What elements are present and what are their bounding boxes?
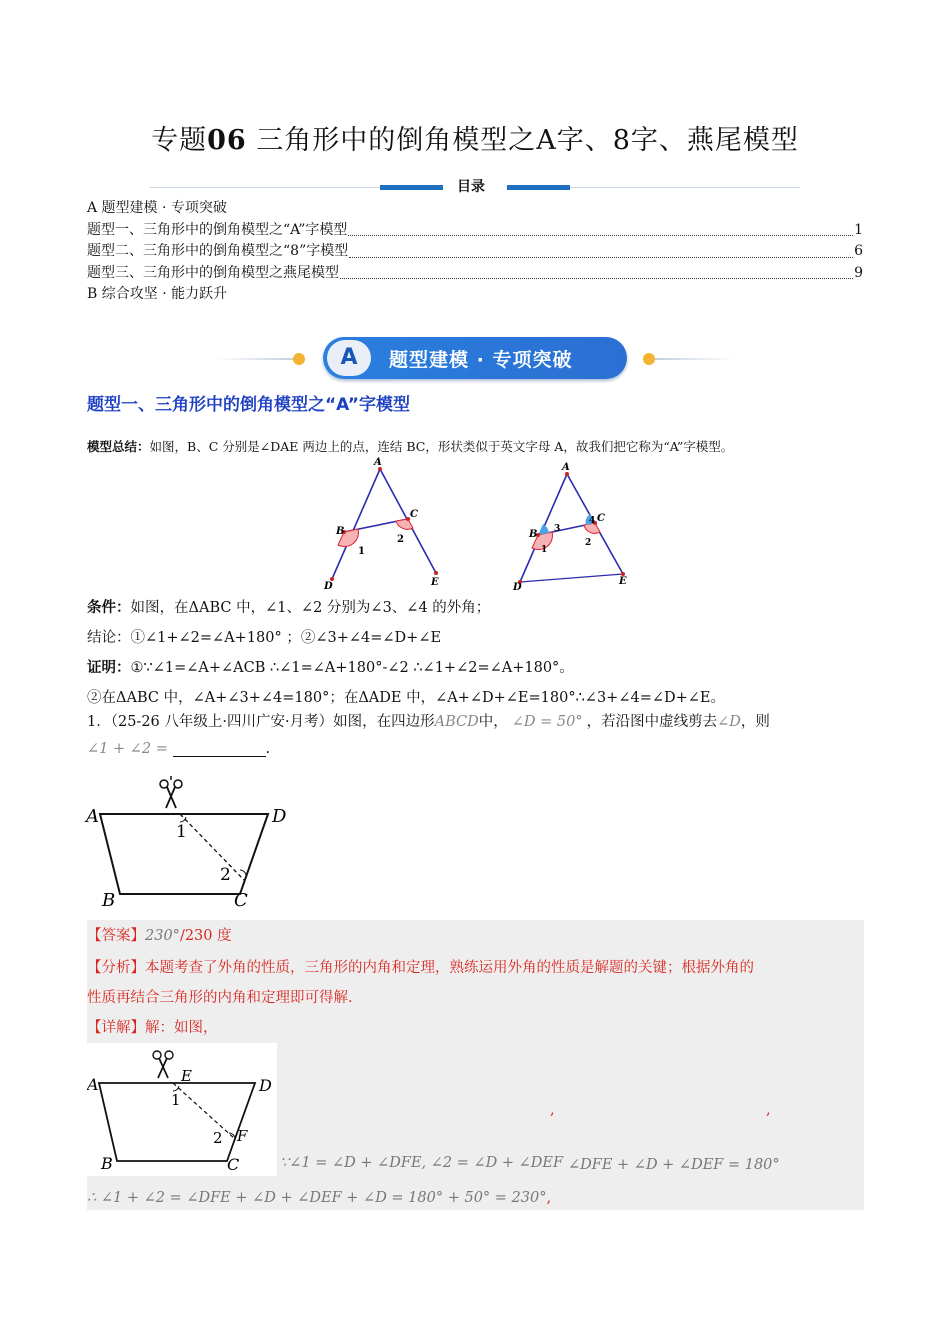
fig1-label: D [324,581,333,590]
fig3-label: B [102,890,116,910]
fig2-label: 4 [589,516,596,526]
banner-line-right [655,358,735,360]
toc-label: 目录 [457,179,485,195]
fig1-label: E [431,577,439,588]
banner-text: 题型建模 · 专项突破 [389,349,573,371]
fig3-label: D [272,806,287,827]
fig4-label: D [259,1076,272,1095]
answer-line: 【答案】230°/230 度 [87,928,232,944]
conclusion: 结论：①∠1+∠2=∠A+180° ；②∠3+∠4=∠D+∠E [87,630,442,646]
fig4-label: E [181,1067,192,1085]
comma: , [766,1102,771,1118]
model-summary [87,437,733,455]
fig1-label: B [336,526,345,537]
section-heading: 题型一、三角形中的倒角模型之“A”字模型 [87,395,410,415]
fig3-label: 2 [220,865,231,885]
fig2-label: E [619,576,627,587]
banner-dot-right [643,353,655,365]
fig4-label: 1 [171,1091,181,1109]
fig4-label: B [101,1154,113,1173]
toc-item[interactable]: 题型二、三角形中的倒角模型之“8”字模型 6 [87,243,863,259]
figure-a-model-2 [510,460,640,590]
summary-label: 模型总结： [87,439,150,454]
fig2-label: 1 [541,545,548,555]
toc-item[interactable]: A 题型建模 · 专项突破 [87,200,227,216]
fig2-label: A [562,462,570,473]
fig1-label: 2 [397,534,404,545]
fig3-label: C [234,890,248,910]
fig2-label: 2 [585,538,592,548]
page-title: 专题06 三角形中的倒角模型之A字、8字、燕尾模型 [151,125,799,156]
banner-letter: A [327,340,371,376]
problem-1-blank-line: ∠1 + ∠2 = . [87,741,271,757]
answer-blank[interactable] [173,742,266,757]
problem-1: 1．（25-26 八年级上·四川广安·月考）如图，在四边形ABCD中， ∠D = 50° ，若沿图中虚线剪去∠D，则 [87,714,770,730]
fig2-label: C [597,513,605,524]
toc-divider-right [570,187,800,188]
equation-1: ∵∠1 = ∠D + ∠DFE, ∠2 = ∠D + ∠DEF [280,1155,564,1171]
toc-bar-right [507,185,570,190]
banner-line-left [215,358,295,360]
table-of-contents [87,198,863,306]
figure-quadrilateral-solution [87,1043,277,1176]
analysis-line-2: 性质再结合三角形的内角和定理即可得解. [87,990,353,1006]
scissors-icon [160,776,182,808]
detail-line: 【详解】解：如图， [87,1020,218,1036]
proof-line-2: ②在ΔABC 中，∠A+∠3+∠4=180°；在ΔADE 中，∠A+∠D+∠E=180°∴∠3+∠4=∠D+∠E。 [87,690,726,706]
equation-3: ∴ ∠1 + ∠2 = ∠DFE + ∠D + ∠DEF + ∠D = 180° + 50° = 230°, [87,1190,552,1206]
fig4-label: F [237,1127,248,1145]
toc-item[interactable]: 题型一、三角形中的倒角模型之“A”字模型 1 [87,221,863,238]
fig1-label: C [410,509,418,520]
fig3-label: A [86,806,99,827]
banner-pill [323,337,627,379]
section-banner [215,337,735,381]
toc-bar-left [380,185,443,190]
equation-2: ∠DFE + ∠D + ∠DEF = 180° [568,1157,780,1173]
fig2-label: D [513,582,522,590]
toc-header [90,178,800,194]
condition: 条件：如图，在ΔABC 中，∠1、∠2 分别为∠3、∠4 的外角； [87,600,491,616]
fig2-label: 3 [554,524,561,534]
proof-line-1: 证明：①∵∠1=∠A+∠ACB ∴∠1=∠A+180°-∠2 ∴∠1+∠2=∠A+180°。 [87,660,574,676]
toc-item[interactable]: B 综合攻坚 · 能力跃升 [87,286,228,302]
fig1-label: 1 [358,546,365,557]
fig4-label: A [87,1075,99,1094]
analysis-line-1: 【分析】本题考查了外角的性质，三角形的内角和定理，熟练运用外角的性质是解题的关键；根据外角的 [87,960,754,976]
fig1-label: A [374,457,382,468]
summary-text: 如图，B、C 分别是∠DAE 两边上的点，连结 BC，形状类似于英文字母 A，故我们把它称为“A”字模型。 [149,439,734,454]
toc-item[interactable]: 题型三、三角形中的倒角模型之燕尾模型 9 [87,264,863,281]
fig2-label: B [529,529,538,540]
comma: , [550,1102,555,1118]
fig4-label: C [227,1155,240,1174]
banner-dot-left [293,353,305,365]
toc-divider-left [150,187,380,188]
scissors-icon [153,1051,173,1078]
figure-a-model [318,455,448,590]
figure-quadrilateral [82,770,297,910]
fig3-label: 1 [176,822,187,842]
fig4-label: 2 [213,1129,223,1147]
